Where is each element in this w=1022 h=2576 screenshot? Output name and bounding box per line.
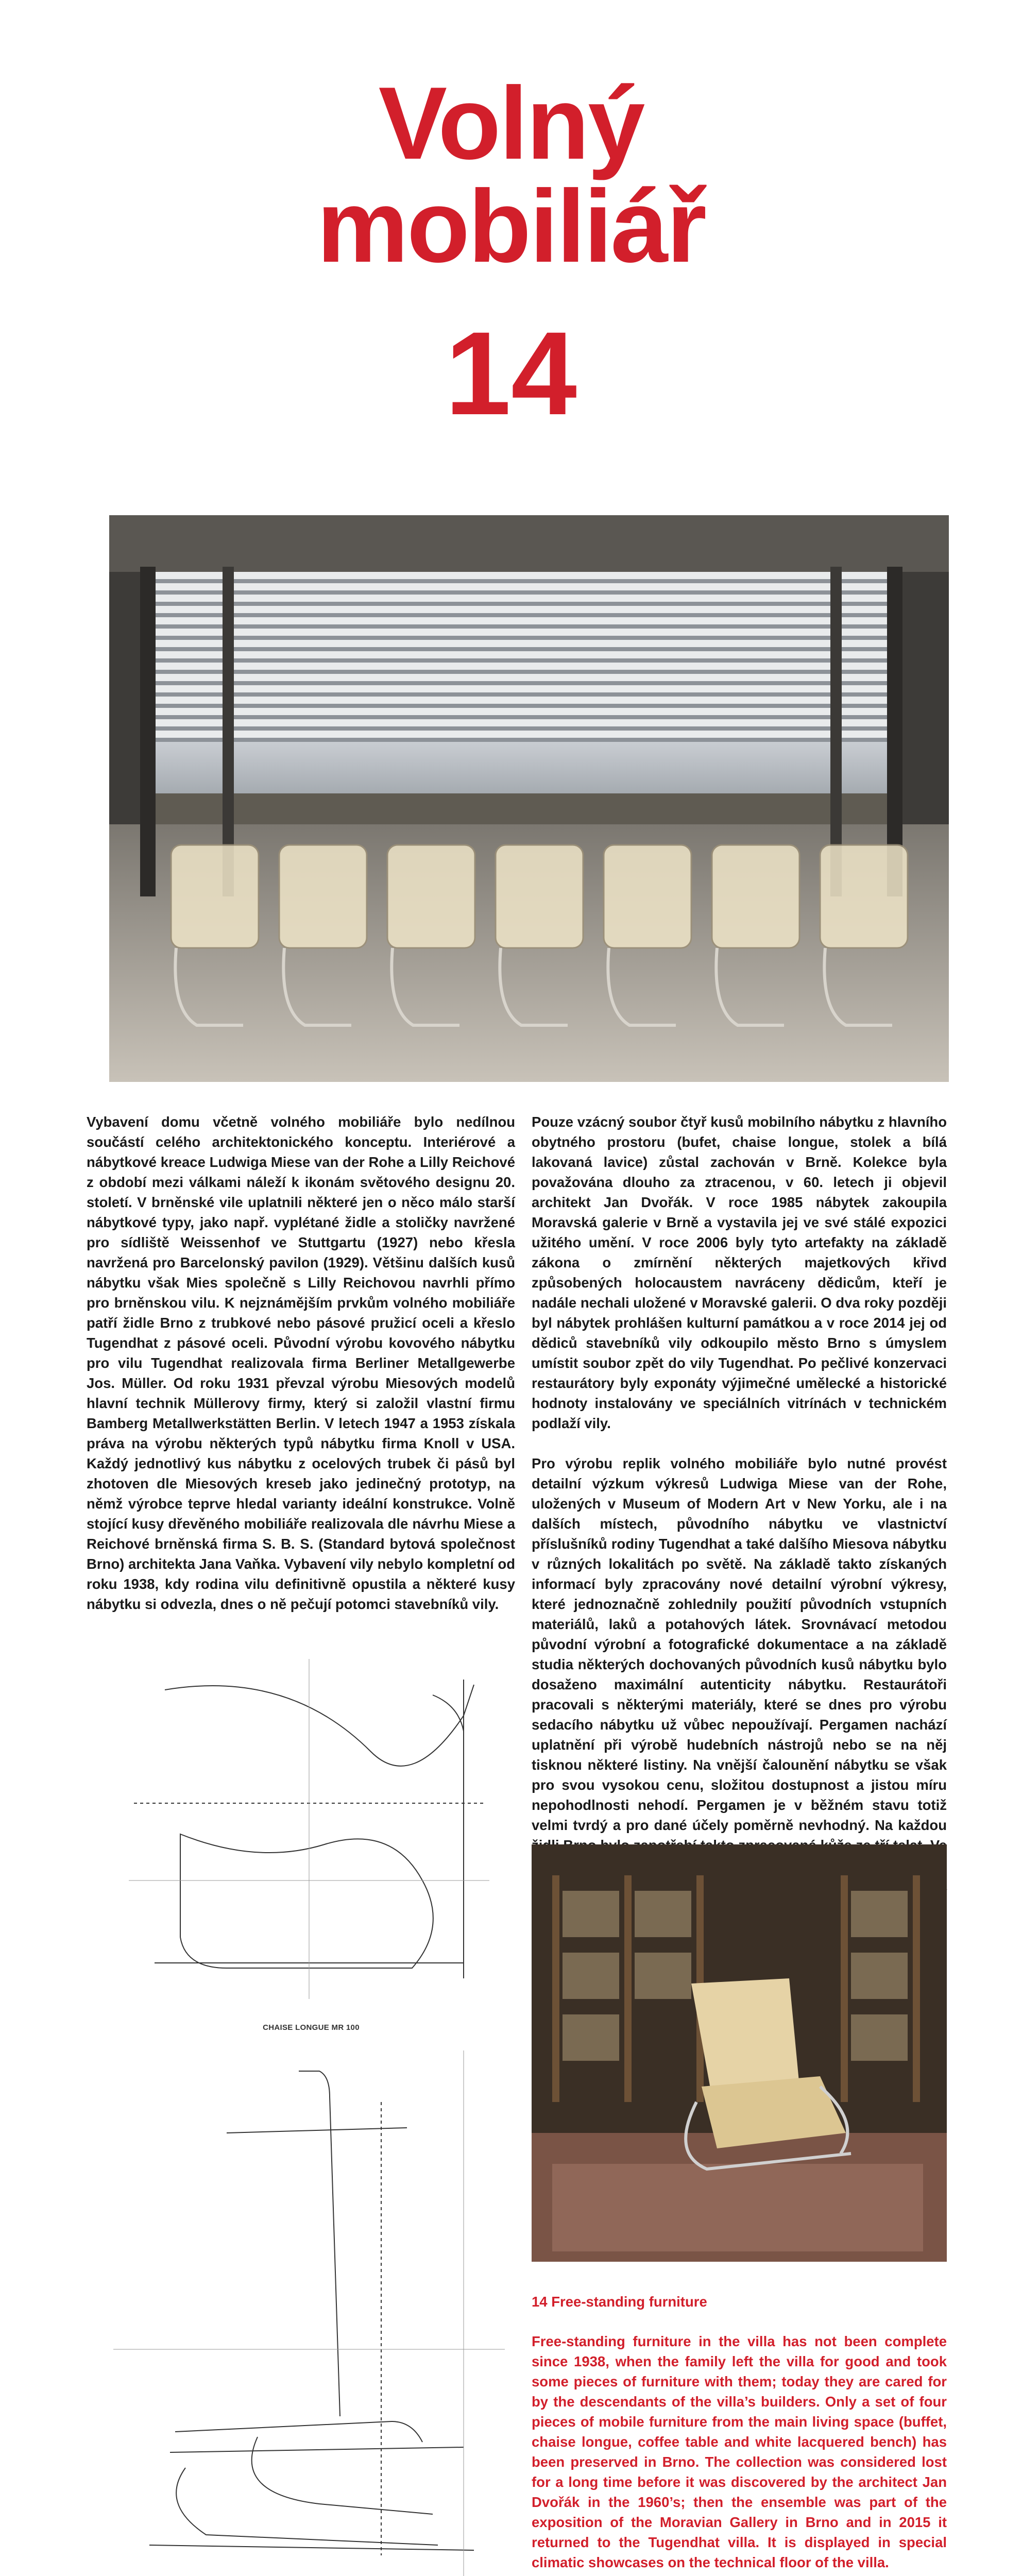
czech-text-right-column — [532, 1112, 947, 1936]
section-number: 14 — [445, 307, 577, 439]
chair-photo-illustration — [532, 1844, 947, 2262]
english-body: Free-standing furniture in the villa has not been complete since 1938, when the family left the villa for good and took some pieces of furniture with them; today they are cared for by the descendants of the villa’s builders. Only a set of four pieces of mobile furniture from the main living space (buffet, chaise longue, coffee table and white lacquered bench) has been preserved in Brno. The collection was considered lost for a long time before it was discovered by the architect Jan Dvořák in the 1960’s; then the ensemble was part of the exposition of the Moravian Gallery in Brno and in 2015 it returned to the Tugendhat villa. It is displayed in special climatic showcases on the technical floor of the villa. — [532, 2333, 947, 2570]
paragraph: Vybavení domu včetně volného mobiliáře bylo nedílnou součástí celého architektonického konceptu. Interiérové a nábytkové kreace Ludwiga Miese van der Rohe a Lilly Reichové z období mezi válkami náleží k ikonám světového designu 20. století. V brněnské vile uplatnili některé jen o něco málo starší nábytkové typy, jako např. vyplétané židle a stoličky navržené pro sídliště Weissenhof ve Stuttgartu (1927) nebo křesla navržená pro Barcelonský pavilon (1929). Většinu dalších kusů nábytku však Mies společně s Lilly Reichovou navrhli přímo pro brněnskou vilu. K nejznámějším prvkům volného mobiliáře patří židle Brno z trubkové nebo pásové pružicí oceli a křeslo Tugendhat z pásové oceli. Původní výrobu kovového nábytku pro vilu Tugendhat realizovala firma Berliner Metallgewerbe Jos. Müller. Od roku 1931 převzal výrobu Miesových modelů hlavní technik Müllerovy firmy, který si založil vlastní firmu Bamberg Metallwerkstätten Berlin. V letech 1947 a 1953 získala práva na výrobu některých typů nábytku firma Knoll v USA. Každý jednotlivý kus nábytku z ocelových trubek či pásů byl zhotoven dle Miesových kreseb jako jedinečný prototyp, na němž výrobce teprve hledal varianty ideální konstrukce. Volně stojící kusy dřevěného mobiliáře realizovala dle návrhu Miese a Reichové brněnská firma S. B. S. (Standard bytová společnost Brno) architekta Jana Vaňka. Vybavení vily nebylo kompletní od roku 1938, kdy rodina vilu definitivně opustila a některé kusy nábytku si odvezla, dnes o ně pečují potomci stavebníků vily. — [87, 1114, 515, 1612]
paragraph: Pouze vzácný soubor čtyř kusů mobilního nábytku z hlavního obytného prostoru (bufet, chaise longue, stolek a bílá lakovaná lavice) zůstal zachován v Brně. Kolekce byla považována dlouho za ztracenou, v 60. letech ji objevil architekt Jan Dvořák. V roce 1985 nábytek zakoupila Moravská galerie v Brně a vystavila jej ve své stálé expozici užitého umění. V roce 2006 byly tyto artefakty na základě zákona o zmírnění některých majetkových křivd způsobených holocaustem navráceny dědicům, kteří je nadále nechali uložené v Moravské galerii. O dva roky později byl nábytek prohlášen kulturní památkou a v roce 2014 jej od dědiců stavebníků vily odkoupilo město Brno s úmyslem umístit soubor zpět do vily Tugendhat. Po pečlivé konzervaci restaurátory byly exponáty výjimečné umělecké a historické hodnoty instalovány ve speciálních vitrínách v technickém podlaží vily. — [532, 1114, 947, 1431]
drawing-caption-1: CHAISE LONGUE MR 100 — [263, 2023, 360, 2032]
tugendhat-chair-drawing — [103, 2040, 515, 2576]
title-line-2: mobiliář — [317, 169, 705, 284]
czech-text-left-column — [87, 1112, 515, 1634]
page-title — [0, 66, 1022, 284]
paragraph: Pro výrobu replik volného mobiliáře bylo nutné provést detailní výzkum výkresů Ludwiga Miese van der Rohe, uložených v Museum of Modern Art v New Yorku, ale i na dalších místech, původního nábytku ve vlastnictví příslušníků rodiny Tugendhat a také dalšího Miesova nábytku v různých lokalitách po světě. Na základě takto získaných informací byly zpracovány nové detailní výrobní výkresy, které jednoznačně zohlednily použití původních vstupních materiálů, laků a potahových látek. Srovnávací metodou původní výrobní a fotografické dokumentace a na základě studia některých dochovaných původních kusů nábytku bylo dosaženo maximální autenticity nábytku. Restaurátoři pracovali s některými materiály, které se dnes pro výrobu sedacího nábytku už vůbec nepoužívají. Pergamen nachází uplatnění při výrobě hudebních nástrojů nebo se na něj tisknou některé listiny. Na vnější čalounění nábytku se však pro svou vysokou cenu, složitou dostupnost a jistou míru nepohodlnosti nehodí. Pergamen je v běžném stavu totiž velmi tvrdý a pro dané účely poměrně nevhodný. Na každou — [532, 1455, 947, 1833]
english-heading: 14 Free-standing furniture — [532, 2294, 707, 2310]
title-line-1: Volný — [378, 66, 644, 181]
chaise-longue-illustration — [103, 1649, 515, 2020]
interior-photo-illustration — [109, 515, 949, 1082]
chair-photo — [532, 1844, 947, 2262]
chaise-longue-drawing — [103, 1649, 515, 2020]
interior-photo — [109, 515, 949, 1082]
tugendhat-chair-illustration — [103, 2040, 515, 2576]
